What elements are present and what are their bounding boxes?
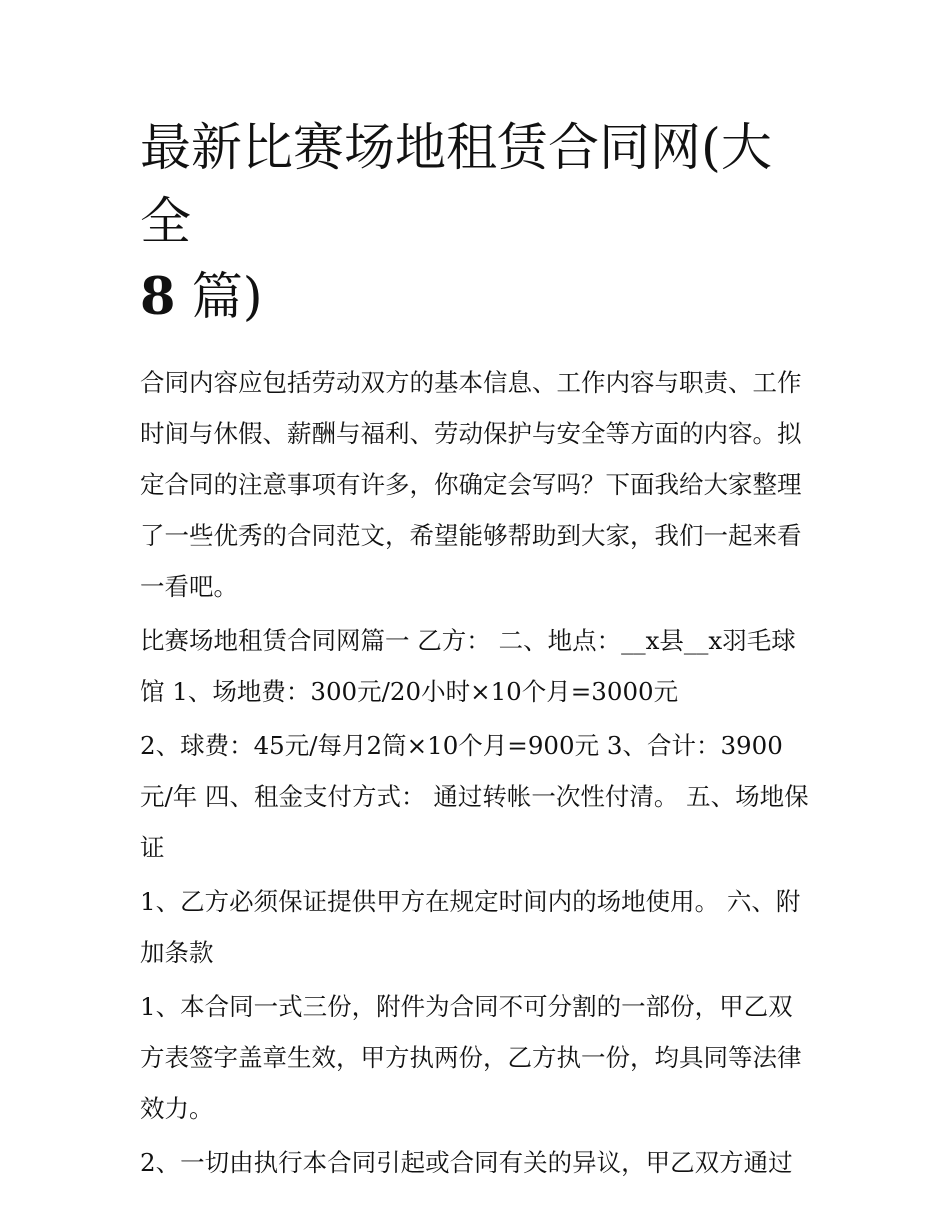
paragraph-section-4: 1、本合同一式三份，附件为合同不可分割的一部份，甲乙双方表签字盖章生效，甲方执两份，乙方执一份，均具同等法律效力。: [140, 992, 802, 1123]
paragraph-section-1: 比赛场地租赁合同网篇一 乙方： 二、地点：__x县__x羽毛球馆 1、场地费：300元/20小时×10个月=3000元: [140, 626, 796, 706]
paragraph-section-2: 2、球费：45元/每月2筒×10个月=900元 3、合计：3900元/年 四、租金支付方式： 通过转帐一次性付清。 五、场地保证: [140, 731, 809, 862]
title-line-1: 最新比赛场地租赁合同网(大全: [140, 119, 772, 252]
intro-paragraph: 合同内容应包括劳动双方的基本信息、工作内容与职责、工作时间与休假、薪酬与福利、劳动保护与安全等方面的内容。拟定合同的注意事项有许多，你确定会写吗？下面我给大家整理了一些优秀的合同范文，希望能够帮助到大家，我们一起来看一看吧。: [140, 368, 802, 601]
document-content: [140, 112, 815, 1191]
document-title: [140, 112, 815, 335]
title-number: 8: [140, 267, 176, 327]
paragraph-section-3: 1、乙方必须保证提供甲方在规定时间内的场地使用。 六、附加条款: [140, 887, 801, 967]
paragraph-section-5: 2、一切由执行本合同引起或合同有关的异议，甲乙双方通过: [140, 1148, 793, 1177]
title-line-2: 篇): [191, 268, 263, 327]
